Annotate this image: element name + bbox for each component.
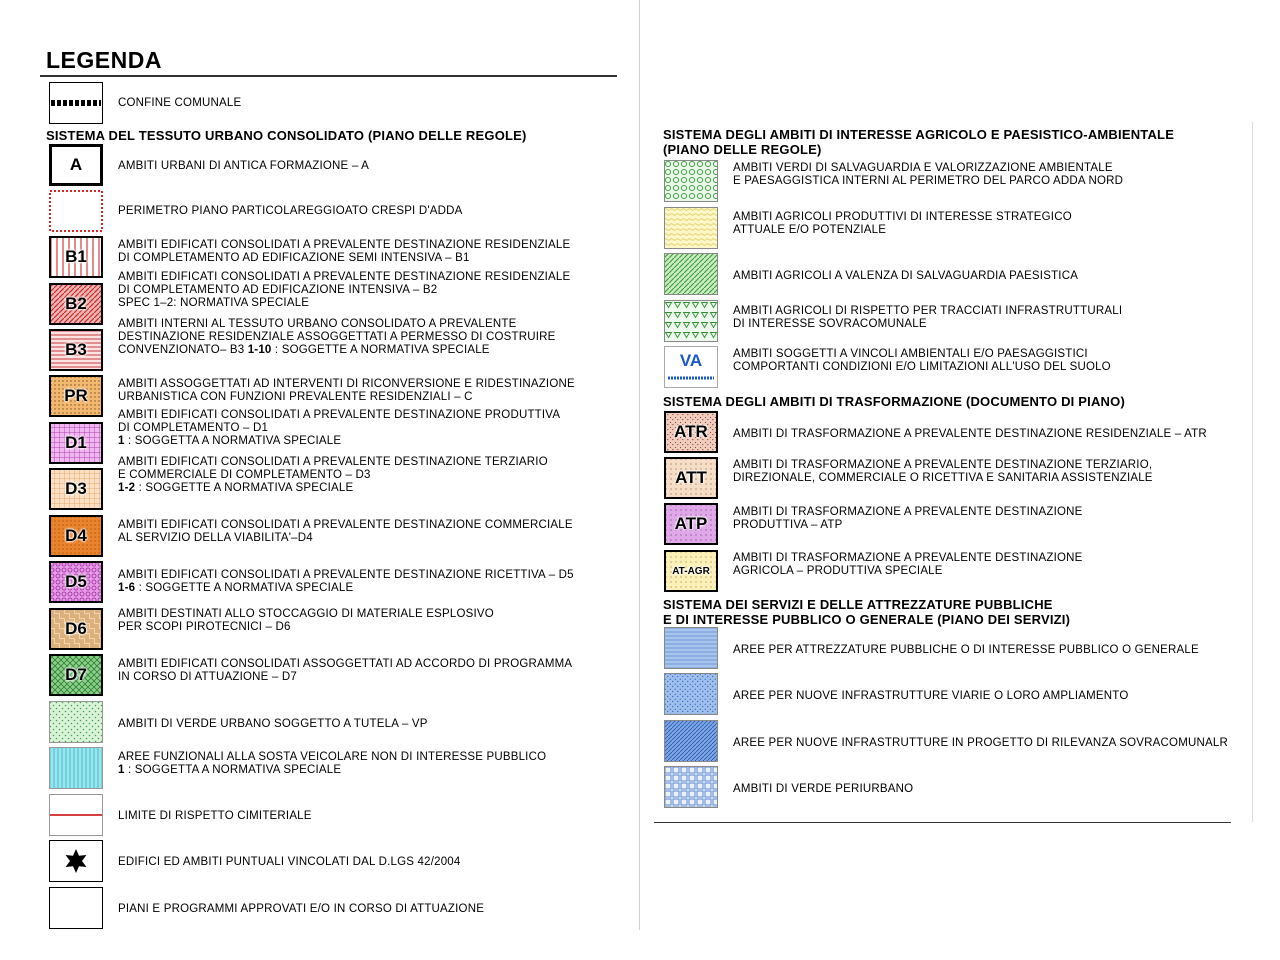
legend-label: [733, 783, 913, 796]
note-prefix: CONVENZIONATO– B3: [118, 343, 248, 356]
legend-swatch-right-2-4: [664, 550, 718, 592]
boundary-line-icon: [50, 83, 102, 123]
legend-label-line: AMBITI EDIFICATI CONSOLIDATI A PREVALENTE DESTINAZIONE COMMERCIALE: [118, 519, 573, 531]
legend-label-line: AMBITI VERDI DI SALVAGUARDIA E VALORIZZAZIONE AMBIENTALE: [733, 162, 1113, 174]
legend-label-line: AMBITI INTERNI AL TESSUTO URBANO CONSOLIDATO A PREVALENTE: [118, 317, 517, 330]
legend-label-line: AREE PER NUOVE INFRASTRUTTURE IN PROGETTO DI RILEVANZA SOVRACOMUNALR: [733, 736, 1228, 749]
swatch-code: B1: [65, 247, 87, 266]
legend-label-note: [118, 344, 556, 357]
legend-label: [733, 270, 1078, 283]
legend-label: [733, 552, 1083, 578]
section-title-line: E DI INTERESSE PUBBLICO O GENERALE (PIANO DEI SERVIZI): [663, 612, 1071, 627]
legend-label-line: AMBITI DI TRASFORMAZIONE A PREVALENTE DESTINAZIONE: [733, 552, 1083, 564]
swatch-code: PR: [64, 386, 88, 405]
legend-label-line: AL SERVIZIO DELLA VIABILITA'–D4: [118, 532, 313, 544]
section-title-line: SISTEMA DEGLI AMBITI DI TRASFORMAZIONE (DOCUMENTO DI PIANO): [663, 394, 1125, 409]
legend-label: [118, 903, 484, 916]
legend-label-line: PIANI E PROGRAMMI APPROVATI E/O IN CORSO DI ATTUAZIONE: [118, 902, 485, 915]
note-number: 1-6: [118, 582, 136, 594]
legend-label: [118, 378, 575, 404]
legend-label-line: IN CORSO DI ATTUAZIONE – D7: [118, 671, 297, 683]
note-suffix: : SOGGETTA A NORMATIVA SPECIALE: [124, 434, 342, 447]
legend-label: [118, 239, 570, 265]
legend-label-line: AMBITI DI VERDE PERIURBANO: [733, 782, 914, 795]
legend-label-line: DI COMPLETAMENTO – D1: [118, 421, 269, 434]
legend-label: [118, 856, 460, 869]
legend-swatch-left-12: [49, 654, 103, 696]
legend-label-line: AMBITI DI TRASFORMAZIONE A PREVALENTE DESTINAZIONE TERZIARIO,: [733, 459, 1153, 471]
legend-label-line: AMBITI EDIFICATI CONSOLIDATI ASSOGGETTATI AD ACCORDO DI PROGRAMMA: [118, 658, 573, 670]
legend-label-line: AMBITI EDIFICATI CONSOLIDATI A PREVALENTE DESTINAZIONE RESIDENZIALE: [118, 270, 571, 283]
legend-label-line: DI COMPLETAMENTO AD EDIFICAZIONE SEMI INTENSIVA – B1: [118, 252, 470, 264]
legend-label: [118, 409, 560, 448]
legend-label-line: AMBITI EDIFICATI CONSOLIDATI A PREVALENTE DESTINAZIONE TERZIARIO: [118, 455, 548, 468]
legend-label: [118, 658, 572, 684]
note-number: 1: [118, 434, 125, 447]
legend-swatch-right-1-3: [664, 253, 718, 295]
legend-swatch-left-10: [49, 561, 103, 603]
legend-swatch-right-3-4: [664, 766, 718, 808]
legend-swatch-right-1-4: [664, 300, 718, 342]
legend-label-line: EDIFICI ED AMBITI PUNTUALI VINCOLATI DAL D.LGS 42/2004: [118, 855, 461, 868]
legend-label: [733, 506, 1083, 532]
legend-swatch-left-17: [49, 887, 103, 929]
legend-swatch-left-7: [49, 422, 103, 464]
legend-label-line: ATTUALE E/O POTENZIALE: [733, 224, 887, 236]
swatch-code: D4: [65, 526, 87, 545]
legend-swatch-right-1-5: [664, 346, 718, 388]
legend-label: [733, 737, 1228, 750]
section-title-line: SISTEMA DEGLI AMBITI DI INTERESSE AGRICOLO E PAESISTICO-AMBIENTALE: [663, 127, 1175, 142]
note-number: 1-10: [247, 343, 272, 356]
legend-swatch-left-11: [49, 608, 103, 650]
page-title: LEGENDA: [46, 47, 162, 73]
swatch-code: VA: [679, 351, 703, 370]
legend-label-line: AMBITI SOGGETTI A VINCOLI AMBIENTALI E/O PAESAGGISTICI: [733, 348, 1088, 360]
legend-swatch-right-2-3: [664, 503, 718, 545]
right-bottom-rule: [654, 822, 1231, 823]
legend-label: [118, 456, 548, 495]
swatch-code: D3: [65, 479, 87, 498]
legend-label: [118, 318, 556, 357]
legend-swatch-left-8: [49, 468, 103, 510]
confine-label: CONFINE COMUNALE: [118, 97, 242, 109]
legend-label-line: AMBITI AGRICOLI DI RISPETTO PER TRACCIATI INFRASTRUTTURALI: [733, 305, 1123, 317]
legend-label: [118, 519, 573, 545]
legend-swatch-right-2-2: [664, 457, 718, 499]
legend-label-line: URBANISTICA CON FUNZIONI PREVALENTE RESIDENZIALI – C: [118, 391, 473, 403]
legend-label-line: PRODUTTIVA – ATP: [733, 519, 843, 531]
note-suffix: : SOGGETTA A NORMATIVA SPECIALE: [124, 764, 342, 776]
swatch-code: A: [69, 155, 83, 174]
legend-label: [118, 205, 463, 218]
legend-label: [118, 160, 369, 173]
title-divider: [40, 75, 617, 77]
note-suffix: : SOGGETTE A NORMATIVA SPECIALE: [135, 582, 354, 594]
right-edge-rule: [1252, 122, 1253, 822]
legend-swatch-left-15: [49, 794, 103, 836]
legend-swatch-left-9: [49, 515, 103, 557]
legend-label-line: AMBITI EDIFICATI CONSOLIDATI A PREVALENTE DESTINAZIONE PRODUTTIVA: [118, 408, 561, 421]
legend-label: [733, 162, 1123, 188]
legend-label-line: COMPORTANTI CONDIZIONI E/O LIMITAZIONI ALL'USO DEL SUOLO: [733, 361, 1111, 373]
legend-swatch-right-1-2: [664, 207, 718, 249]
column-divider: [639, 0, 640, 930]
legend-label-line: AMBITI DI VERDE URBANO SOGGETTO A TUTELA – VP: [118, 717, 428, 730]
section-title-right-3: [663, 597, 1070, 627]
legend-label: [118, 608, 494, 634]
legend-label-line: AREE FUNZIONALI ALLA SOSTA VEICOLARE NON DI INTERESSE PUBBLICO: [118, 751, 547, 763]
swatch-code: D6: [65, 619, 87, 638]
legend-swatch-right-1-1: [664, 160, 718, 202]
legend-label-note: [118, 482, 548, 495]
legend-swatch-left-16: [49, 840, 103, 882]
swatch-code: AT-AGR: [672, 565, 710, 577]
section-title-line: SISTEMA DEI SERVIZI E DELLE ATTREZZATURE PUBBLICHE: [663, 597, 1053, 612]
legend-label-line: LIMITE DI RISPETTO CIMITERIALE: [118, 809, 312, 822]
legend-label-line: PERIMETRO PIANO PARTICOLAREGGIOATO CRESPI D'ADDA: [118, 204, 463, 217]
legend-swatch-left-6: [49, 375, 103, 417]
legend-label-line: AMBITI ASSOGGETTATI AD INTERVENTI DI RICONVERSIONE E RIDESTINAZIONE: [118, 378, 575, 390]
legend-label-note: [118, 764, 546, 777]
swatch-code: D7: [65, 665, 87, 684]
swatch-code: ATP: [674, 514, 708, 533]
note-number: 1: [118, 764, 125, 776]
legend-label: [118, 569, 574, 595]
legend-label-line: AMBITI EDIFICATI CONSOLIDATI A PREVALENTE DESTINAZIONE RESIDENZIALE: [118, 239, 571, 251]
note-number: 1-2: [118, 481, 136, 494]
legend-swatch-right-3-1: [664, 627, 718, 669]
legend-label-note: [118, 435, 560, 448]
legend-swatch-left-14: [49, 747, 103, 789]
legend-label-line: SPEC 1–2: NORMATIVA SPECIALE: [118, 296, 310, 309]
legend-label: [733, 348, 1111, 374]
confine-swatch: [49, 82, 103, 124]
legend-label-line: PER SCOPI PIROTECNICI – D6: [118, 621, 291, 633]
legend-label-line: DI INTERESSE SOVRACOMUNALE: [733, 318, 927, 330]
legend-label: [118, 810, 312, 823]
section-title-tessuto-urbano: SISTEMA DEL TESSUTO URBANO CONSOLIDATO (PIANO DELLE REGOLE): [46, 128, 527, 143]
legend-label-line: DI COMPLETAMENTO AD EDIFICAZIONE INTENSIVA – B2: [118, 283, 438, 296]
section-title-line: (PIANO DELLE REGOLE): [663, 142, 822, 157]
legend-label: [733, 459, 1153, 485]
legend-label: [733, 644, 1199, 657]
legend-label: [118, 718, 428, 731]
swatch-code: B2: [65, 294, 87, 313]
legend-label-line: AMBITI DESTINATI ALLO STOCCAGGIO DI MATERIALE ESPLOSIVO: [118, 608, 494, 620]
legend-label: [733, 305, 1122, 331]
legend-label-line: AMBITI AGRICOLI PRODUTTIVI DI INTERESSE STRATEGICO: [733, 211, 1072, 223]
legend-swatch-left-4: [49, 283, 103, 325]
legend-label-line: AMBITI EDIFICATI CONSOLIDATI A PREVALENTE DESTINAZIONE RICETTIVA – D5: [118, 569, 574, 581]
legend-label-line: AMBITI AGRICOLI A VALENZA DI SALVAGUARDIA PAESISTICA: [733, 269, 1079, 282]
legend-label: [118, 751, 546, 777]
note-suffix: : SOGGETTE A NORMATIVA SPECIALE: [271, 343, 490, 356]
legend-label-line: AGRICOLA – PRODUTTIVA SPECIALE: [733, 565, 943, 577]
legend-label-line: AMBITI DI TRASFORMAZIONE A PREVALENTE DESTINAZIONE: [733, 506, 1083, 518]
legend-label-line: DESTINAZIONE RESIDENZIALE ASSOGGETTATI A PERMESSO DI COSTRUIRE: [118, 330, 556, 343]
legend-label: [118, 271, 570, 310]
swatch-code: D5: [65, 572, 87, 591]
legend-label: [733, 211, 1072, 237]
swatch-code: B3: [65, 340, 87, 359]
legend-label-line: DIREZIONALE, COMMERCIALE O RICETTIVA E SANITARIA ASSISTENZIALE: [733, 472, 1153, 484]
legend-swatch-left-3: [49, 236, 103, 278]
legend-label-note: [118, 582, 574, 595]
legend-label-line: AREE PER NUOVE INFRASTRUTTURE VIARIE O LORO AMPLIAMENTO: [733, 689, 1129, 702]
legend-swatch-right-3-2: [664, 673, 718, 715]
swatch-code: ATT: [675, 468, 707, 487]
note-suffix: : SOGGETTE A NORMATIVA SPECIALE: [135, 481, 354, 494]
legend-label-line: AMBITI DI TRASFORMAZIONE A PREVALENTE DESTINAZIONE RESIDENZIALE – ATR: [733, 427, 1207, 440]
legend-label-line: E COMMERCIALE DI COMPLETAMENTO – D3: [118, 468, 371, 481]
legend-swatch-left-13: [49, 701, 103, 743]
legend-label-line: AREE PER ATTREZZATURE PUBBLICHE O DI INTERESSE PUBBLICO O GENERALE: [733, 643, 1199, 656]
legend-label: [733, 690, 1128, 703]
section-title-right-2: [663, 394, 1125, 409]
legend-swatch-right-3-3: [664, 720, 718, 762]
legend-swatch-left-5: [49, 329, 103, 371]
swatch-code: ATR: [674, 422, 708, 441]
legend-swatch-right-2-1: [664, 411, 718, 453]
legend-swatch-left-2: [49, 190, 103, 232]
legend-label: [733, 428, 1207, 441]
legend-swatch-left-1: [49, 144, 103, 186]
legend-label-line: E PAESAGGISTICA INTERNI AL PERIMETRO DEL PARCO ADDA NORD: [733, 175, 1124, 187]
section-title-right-1: [663, 127, 1174, 157]
swatch-code: D1: [65, 433, 87, 452]
legend-label-line: AMBITI URBANI DI ANTICA FORMAZIONE – A: [118, 159, 370, 172]
